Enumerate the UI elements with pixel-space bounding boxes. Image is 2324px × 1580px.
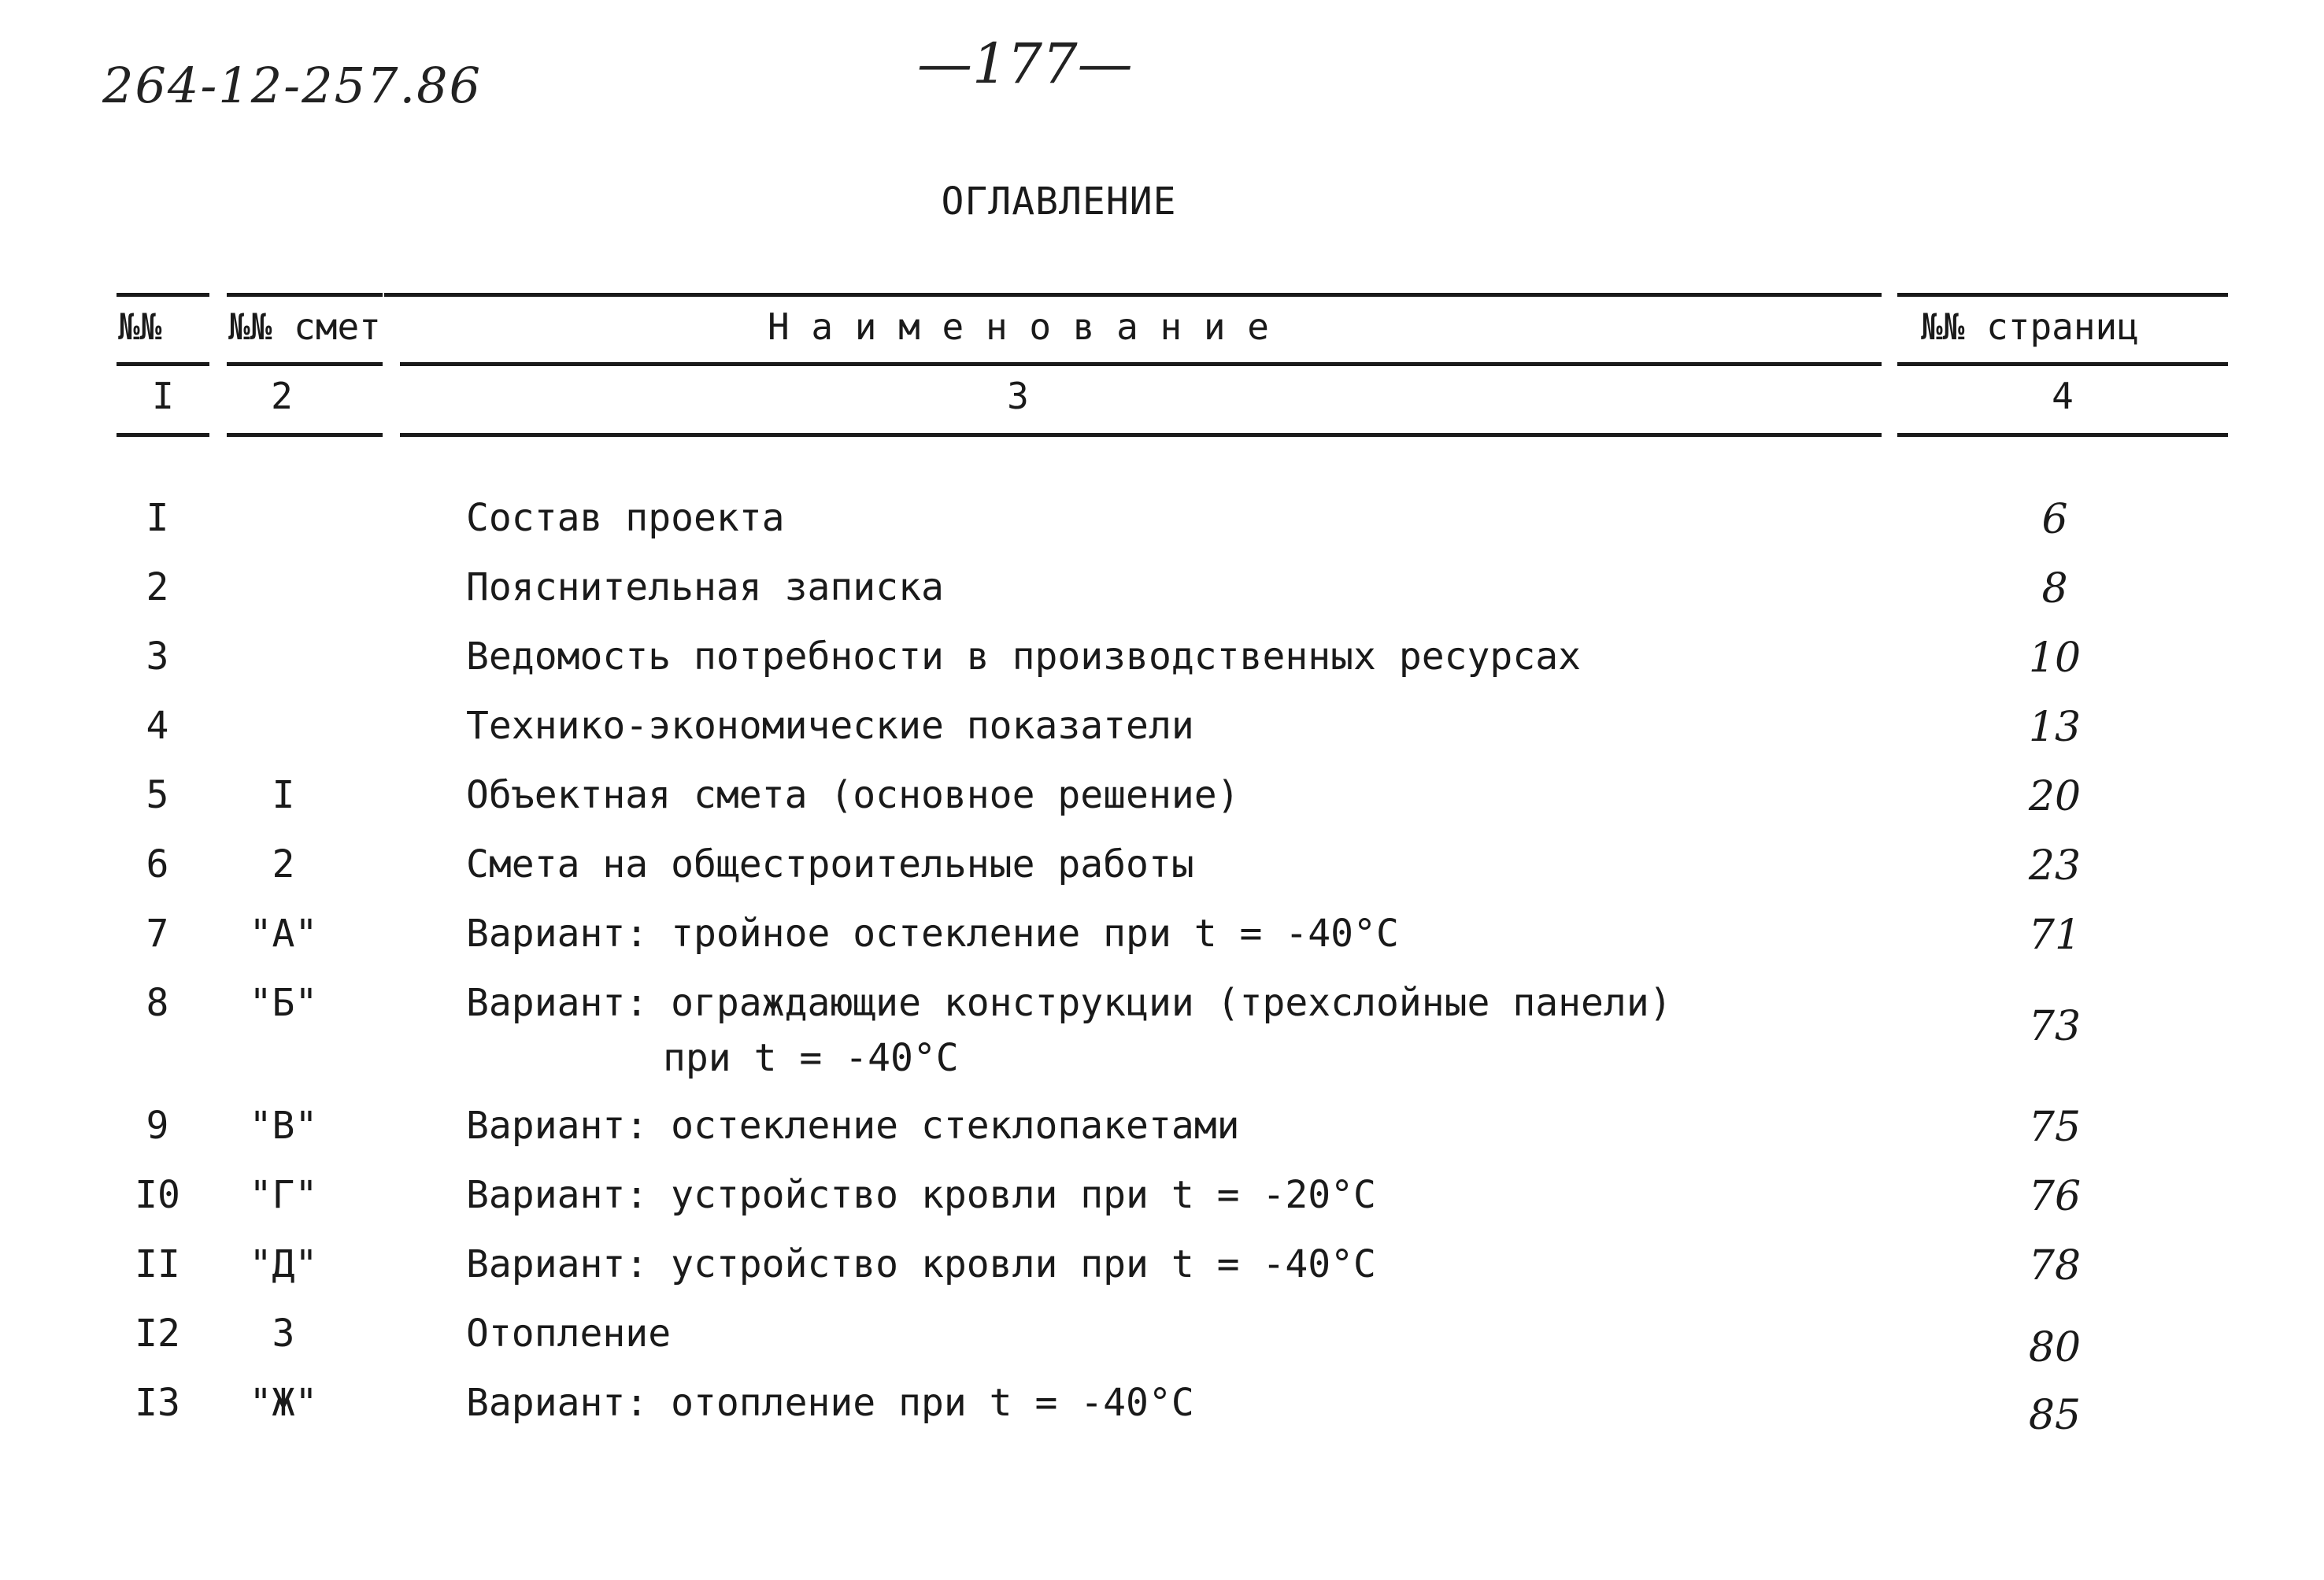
row-number: 7 <box>146 912 169 956</box>
row-number: 8 <box>146 981 169 1025</box>
column-header-estimate: №№ смет <box>228 305 381 348</box>
header-mid-rule-col1 <box>117 362 209 366</box>
table-row <box>0 635 2324 697</box>
header-mid-rule-col2 <box>227 362 383 366</box>
column-header-pages: №№ страниц <box>1921 305 2139 348</box>
row-page: 10 <box>2028 635 2082 682</box>
row-page: 20 <box>2028 773 2082 820</box>
row-page: 78 <box>2028 1242 2082 1290</box>
row-number: I3 <box>135 1381 180 1425</box>
row-number: 2 <box>146 565 169 609</box>
row-estimate: "Ж" <box>249 1381 318 1425</box>
row-number: I <box>146 496 169 540</box>
row-title: Объектная смета (основное решение) <box>466 773 1240 817</box>
page-number: —177— <box>917 31 1133 96</box>
row-number: I2 <box>135 1312 180 1356</box>
header-bottom-rule-col3 <box>400 433 1882 437</box>
row-title: Вариант: устройство кровли при t = -40°C <box>466 1242 1376 1286</box>
row-page: 76 <box>2028 1173 2082 1220</box>
row-number: 4 <box>146 704 169 748</box>
row-number: 6 <box>146 842 169 886</box>
column-number-3: 3 <box>1007 375 1029 417</box>
row-title: Смета на общестроительные работы <box>466 842 1194 886</box>
table-row <box>0 912 2324 975</box>
row-number: I0 <box>135 1173 180 1217</box>
table-row <box>0 1104 2324 1167</box>
row-page: 75 <box>2028 1104 2082 1151</box>
document-code: 264-12-257.86 <box>102 57 483 114</box>
row-estimate: I <box>272 773 295 817</box>
row-title: Состав проекта <box>466 496 785 540</box>
table-row <box>0 1173 2324 1236</box>
row-page: 23 <box>2028 842 2082 890</box>
row-number: 9 <box>146 1104 169 1148</box>
row-title: Вариант: тройное остекление при t = -40°C <box>466 912 1399 956</box>
row-page: 13 <box>2028 704 2082 751</box>
row-title: Пояснительная записка <box>466 565 944 609</box>
table-row <box>0 496 2324 559</box>
row-page: 71 <box>2028 912 2082 959</box>
header-top-rule-col1 <box>117 293 209 297</box>
row-title: Вариант: устройство кровли при t = -20°C <box>466 1173 1376 1217</box>
table-row <box>0 1312 2324 1375</box>
row-title: Ведомость потребности в производственных ресурсах <box>466 635 1582 679</box>
header-mid-rule-col4 <box>1897 362 2228 366</box>
row-page: 85 <box>2028 1392 2082 1439</box>
column-number-1: I <box>152 375 174 417</box>
header-top-rule-col2 <box>227 293 383 297</box>
row-page: 80 <box>2028 1324 2082 1371</box>
table-row <box>0 773 2324 836</box>
row-title: Технико-экономические показатели <box>466 704 1194 748</box>
table-row <box>0 565 2324 628</box>
column-header-number: №№ <box>118 305 162 348</box>
table-row <box>0 842 2324 905</box>
row-estimate: "А" <box>249 912 318 956</box>
column-number-4: 4 <box>2052 375 2074 417</box>
column-number-2: 2 <box>271 375 293 417</box>
header-bottom-rule-col4 <box>1897 433 2228 437</box>
row-estimate: 2 <box>272 842 295 886</box>
row-title: Вариант: остекление стеклопакетами <box>466 1104 1240 1148</box>
row-number: 5 <box>146 773 169 817</box>
row-page: 8 <box>2041 565 2068 612</box>
row-estimate: "Б" <box>249 981 318 1025</box>
row-number: 3 <box>146 635 169 679</box>
table-row <box>0 981 2324 1099</box>
row-number: II <box>135 1242 180 1286</box>
row-page: 6 <box>2041 496 2068 543</box>
header-bottom-rule-col2 <box>227 433 383 437</box>
row-estimate: "Г" <box>249 1173 318 1217</box>
table-row <box>0 1381 2324 1444</box>
row-page: 73 <box>2028 1003 2082 1050</box>
table-row <box>0 1242 2324 1305</box>
row-estimate: "В" <box>249 1104 318 1148</box>
row-title: Отопление <box>466 1312 672 1356</box>
column-header-name: Н а и м е н о в а н и е <box>768 305 1269 348</box>
row-estimate: 3 <box>272 1312 295 1356</box>
header-top-rule-col4 <box>1897 293 2228 297</box>
page-title: ОГЛАВЛЕНИЕ <box>941 179 1177 224</box>
header-mid-rule-col3 <box>400 362 1882 366</box>
row-title: Вариант: ограждающие конструкции (трехслойные панели) <box>466 981 1672 1025</box>
row-title: Вариант: отопление при t = -40°C <box>466 1381 1194 1425</box>
header-bottom-rule-col1 <box>117 433 209 437</box>
table-row <box>0 704 2324 767</box>
row-title-continuation: при t = -40°C <box>663 1036 959 1080</box>
row-estimate: "Д" <box>249 1242 318 1286</box>
header-top-rule-col3 <box>384 293 1882 297</box>
